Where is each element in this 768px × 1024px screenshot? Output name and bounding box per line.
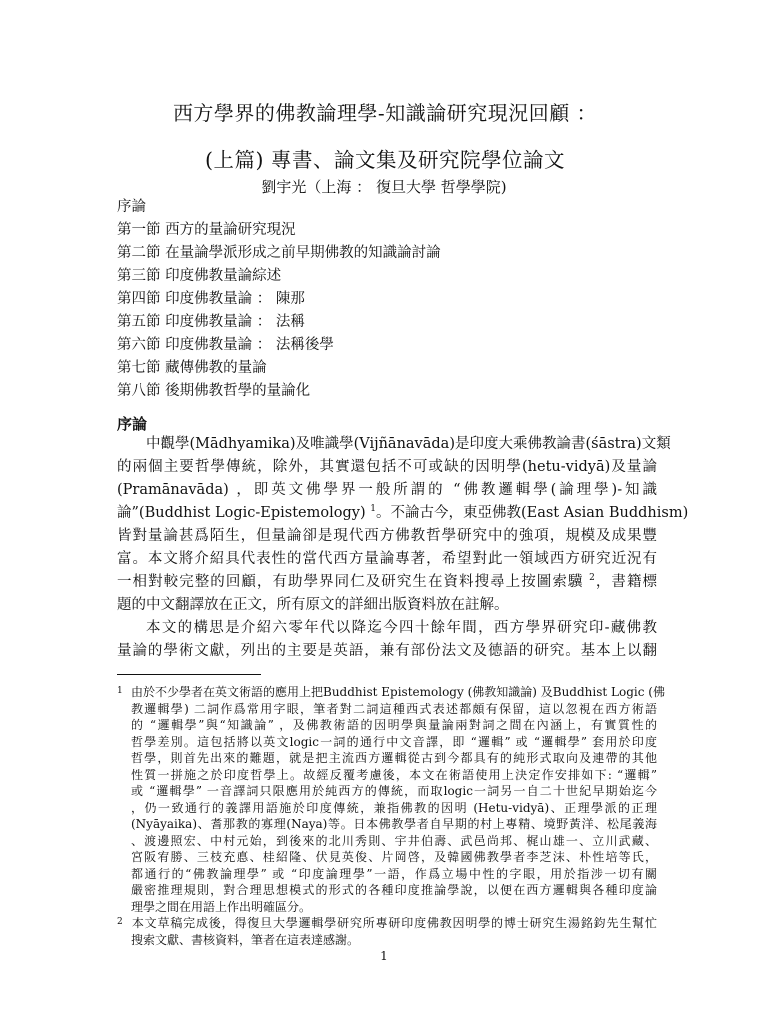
toc-item: 第二節 在量論學派形成之前早期佛教的知識論討論 (117, 245, 441, 261)
footnote-line: (Nyāyaika)、耆那教的寡理(Naya)等。日本佛教學者自早期的村上專精、境野黃洋、松尾義海 (131, 817, 657, 831)
footnote-text: 本文草稿完成後，得復旦大學邏輯學研究所專研印度佛教因明學的博士研究生湯銘鈞先生幫忙 (131, 916, 657, 930)
footnote-line: 宮阪宥勝、三枝充悳、桂紹隆、伏見英俊、片岡啓，及韓國佛教學者李芝沫、朴性培等氏， (131, 850, 657, 864)
footnote-separator (117, 674, 261, 675)
footnote-line: 性質一拼施之於印度哲學上。故經反覆考慮後，本文在術語使用上決定作安排如下: “邏輯” (131, 767, 657, 782)
footnote-line (117, 915, 657, 932)
footnote-ref-1[interactable]: 1 (370, 504, 376, 515)
body-line: 皆對量論甚爲陌生，但量論卻是現代西方佛教哲學研究中的強項，規模及成果豐 (117, 528, 657, 544)
footnote-line: 嚴密推理規則，對合理思想模式的形式的各種印度推論學說，以便在西方邏輯與各種印度論 (131, 883, 657, 897)
footnote-ref-2[interactable]: 2 (589, 573, 595, 584)
footnote-line: 的 “邏輯學”與“知識論” ，及佛教術語的因明學與量論兩對詞之間在內涵上，有實質性的 (131, 718, 657, 732)
section-heading: 序論 (117, 415, 148, 433)
footnote-line: 、渡邊照宏、中村元始，到後來的北川秀則、宇井伯壽、武邑尚邦、梶山雄一、立川武藏、 (131, 833, 657, 848)
footnote-line: 都通行的“佛教論理學” 或 “印度論理學”一語，作爲立場中性的字眼，用於指涉一切有關 (131, 866, 657, 881)
body-line-segment: 。不論古今，東亞佛教(East Asian Buddhism) (375, 505, 689, 521)
body-line-segment: 論”(Buddhist Logic-Epistemology) (117, 505, 366, 521)
footnote-text: 由於不少學者在英文術語的應用上把Buddhist Epistemology (佛教知識論) 及Buddhist Logic (佛 (131, 685, 665, 699)
footnote-line: 哲學差別。這包括將以英文logic一詞的通行中文音譯，即 “邏輯” 或 “邏輯學” 套用於印度 (131, 734, 657, 749)
footnote-line: 理學之間在用語上作出明確區分。 (131, 899, 312, 914)
body-line: 本文的構思是介紹六零年代以降迄今四十餘年間，西方學界研究印-藏佛教 (146, 620, 657, 636)
toc-item: 第五節 印度佛教量論 ： 法稱 (117, 314, 305, 330)
footnote-number: 1 (117, 686, 123, 696)
body-line: 富。本文將介紹具代表性的當代西方量論專著，希望對此一領域西方研究近況有 (117, 551, 657, 567)
body-line: 的兩個主要哲學傳統，除外，其實還包括不可或缺的因明學(hetu-vidyā)及量論 (117, 459, 657, 475)
body-line (117, 502, 689, 525)
footnote-number: 2 (117, 917, 123, 927)
toc-item: 第七節 藏傳佛教的量論 (117, 360, 267, 376)
toc-item: 第四節 印度佛教量論 ： 陳那 (117, 291, 305, 307)
footnote-line: 或 “邏輯學” 一音譯詞只限應用於純西方的傳統，而取logic一詞另一自二十世紀早期始迄今 (131, 784, 657, 798)
footnotes (117, 684, 665, 948)
body-line: (Pramānavāda) ，即英文佛學界一般所謂的 “佛教邏輯學(論理學)-知識 (117, 482, 657, 498)
paper-title-line-2: (上篇) 專書、論文集及研究院學位論文 (204, 148, 565, 172)
page-number: 1 (380, 949, 388, 963)
footnote-line: 教邏輯學) 二詞作爲常用字眼，筆者對二詞這種西式表述都頗有保留，這以忽視在西方術語 (131, 701, 657, 716)
toc-item: 第三節 印度佛教量論綜述 (117, 268, 282, 284)
body-line-segment: 一相對較完整的回顧，有助學界同仁及研究生在資料搜尋上按圖索驥 (117, 574, 584, 590)
body-line-segment: ，書籍標 (594, 574, 658, 590)
body-line: 中觀學(Mādhyamika)及唯識學(Vijñānavāda)是印度大乘佛教論書(śāstra)文類 (146, 436, 671, 452)
body-paragraph-1 (117, 433, 689, 617)
footnote-line: 哲學，則首先出來的難題，就是把主流西方邏輯從古到今都具有的純形式取向及連帶的其他 (131, 751, 657, 765)
toc-item: 序論 (117, 199, 146, 215)
footnote-line (117, 684, 665, 701)
author-affiliation: 劉宇光（上海 ： 復旦大學 哲學學院) (261, 178, 507, 196)
body-paragraph-2 (117, 617, 657, 663)
footnote-line: 搜索文獻、書核資料，筆者在這表達感謝。 (131, 932, 360, 947)
toc-item: 第八節 後期佛教哲學的量論化 (117, 383, 311, 399)
table-of-contents (117, 196, 657, 403)
footnote-line: ，仍一致通行的義譯用語施於印度傳統，兼指佛教的因明 (Hetu-vidyā)、正理學派的正理 (131, 800, 657, 815)
toc-item: 第一節 西方的量論研究現況 (117, 222, 296, 238)
paper-title-line-1: 西方學界的佛教論理學-知識論研究現況回顧 ： (172, 101, 598, 125)
toc-item: 第六節 印度佛教量論 ： 法稱後學 (117, 337, 334, 353)
body-line: 題的中文翻譯放在正文，所有原文的詳細出版資料放在註解。 (117, 597, 509, 613)
body-line (117, 571, 657, 594)
body-line: 量論的學術文獻，列出的主要是英語，兼有部份法文及德語的研究。基本上以翻 (117, 643, 657, 659)
